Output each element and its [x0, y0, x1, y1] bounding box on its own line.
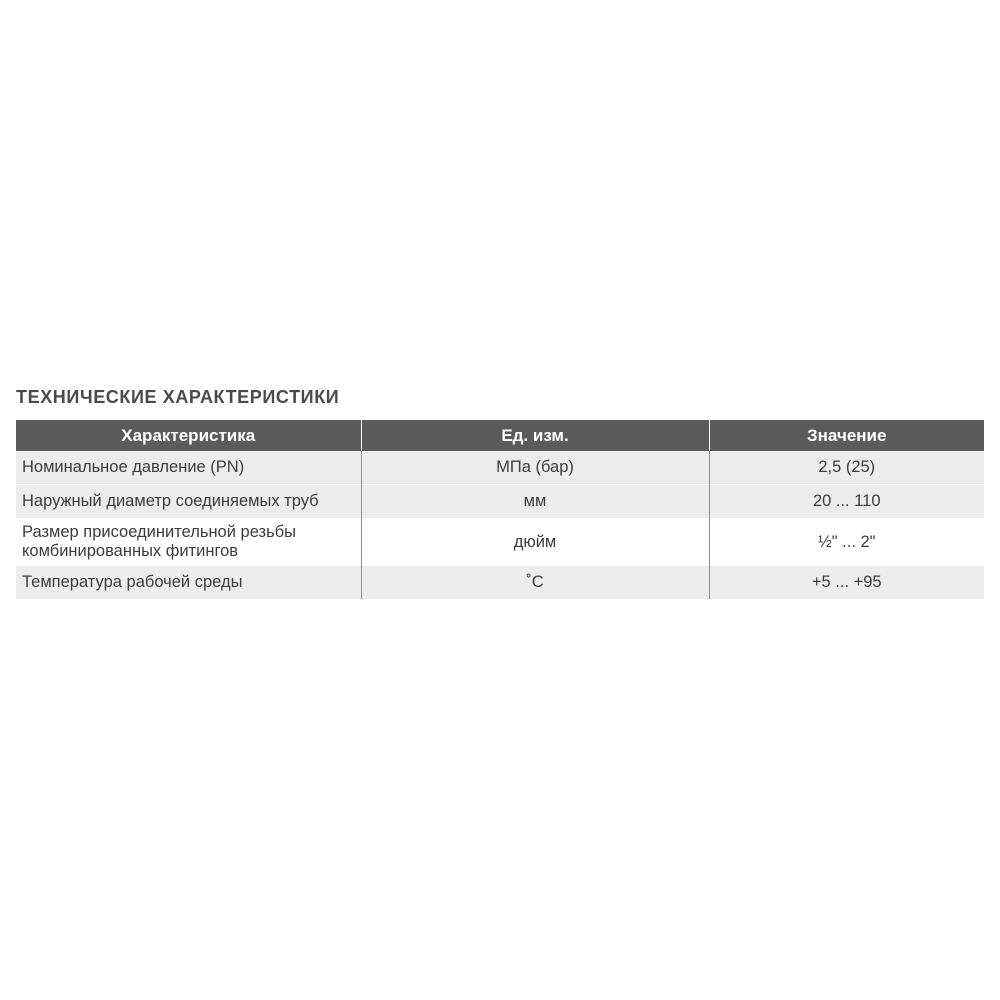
- section-title: ТЕХНИЧЕСКИЕ ХАРАКТЕРИСТИКИ: [16, 387, 340, 407]
- cell-characteristic: Температура рабочей среды: [16, 566, 361, 599]
- cell-unit: ˚С: [361, 566, 709, 599]
- table-row: [16, 485, 984, 518]
- cell-characteristic: [16, 518, 361, 566]
- cell-characteristic: Наружный диаметр соединяемых труб: [16, 485, 361, 518]
- cell-value: 20 ... 110: [709, 485, 984, 518]
- cell-value: +5 ... +95: [709, 566, 984, 599]
- cell-value: ½" ... 2": [709, 518, 984, 566]
- cell-unit: МПа (бар): [361, 451, 709, 484]
- cell-unit: мм: [361, 485, 709, 518]
- cell-characteristic-line1: Размер присоединительной резьбы: [22, 523, 296, 541]
- table-row: [16, 566, 984, 599]
- cell-characteristic: Номинальное давление (PN): [16, 451, 361, 484]
- table-row: [16, 451, 984, 484]
- specs-table: [16, 420, 984, 599]
- cell-characteristic-line2: комбинированных фитингов: [22, 542, 239, 560]
- table-row: [16, 518, 984, 566]
- header-value: Значение: [709, 420, 984, 451]
- header-unit: Ед. изм.: [361, 420, 709, 451]
- header-characteristic: Характеристика: [16, 420, 361, 451]
- table-header-row: [16, 420, 984, 451]
- cell-value: 2,5 (25): [709, 451, 984, 484]
- tech-specs-section: [16, 383, 984, 599]
- cell-unit: дюйм: [361, 518, 709, 566]
